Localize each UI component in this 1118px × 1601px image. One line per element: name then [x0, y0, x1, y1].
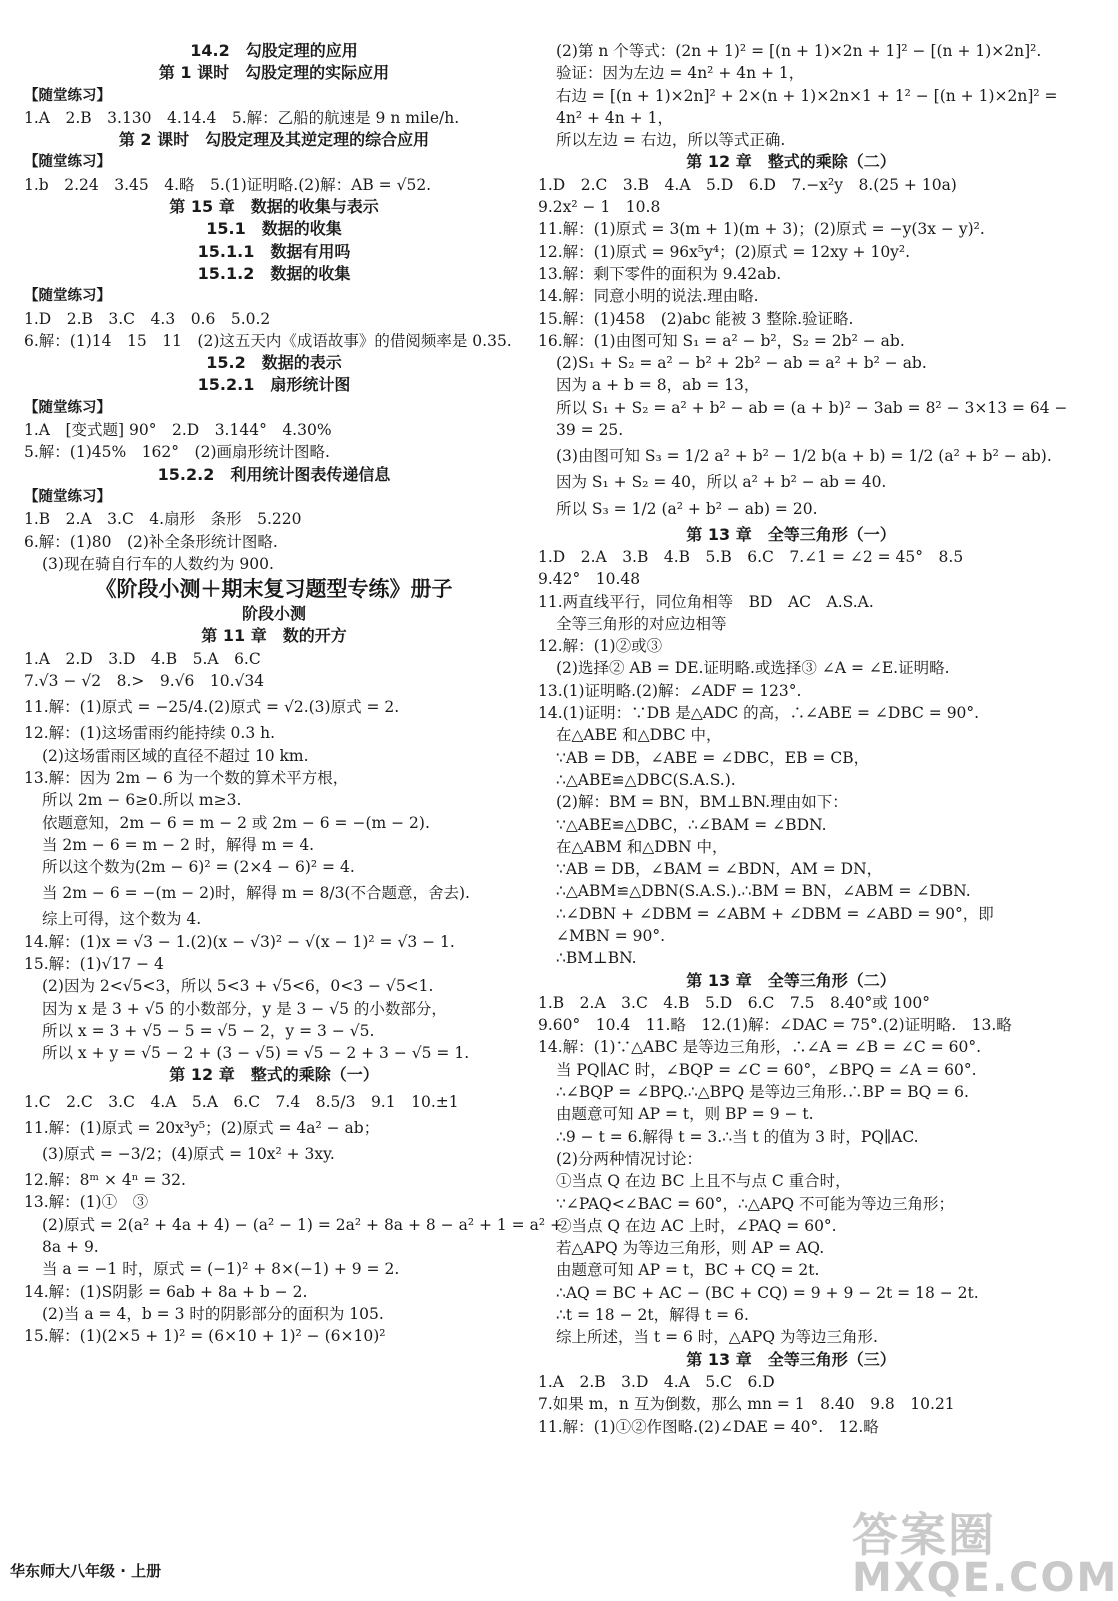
section-heading: 第 13 章 全等三角形（二） [686, 970, 896, 990]
answer-line: (2)S₁ + S₂ = a² − b² + 2b² − ab = a² + b² − ab. [556, 354, 927, 373]
answer-line: 当 PQ∥AC 时，∠BQP = ∠C = 60°，∠BPQ = ∠A = 60°. [556, 1060, 977, 1079]
practice-tag: 【随堂练习】 [24, 154, 111, 171]
answer-line: 在△ABE 和△DBC 中， [556, 726, 722, 745]
answer-line: 1.A 2.D 3.D 4.B 5.A 6.C [24, 649, 261, 668]
watermark-line: MXQE.COM [852, 1555, 1118, 1601]
page-footer: 华东师大八年级 · 上册 [10, 1562, 162, 1580]
answer-line: 7.如果 m，n 互为倒数，那么 mn = 1 8.40 9.8 10.21 [538, 1395, 955, 1414]
answer-line: 1.D 2.B 3.C 4.3 0.6 5.0.2 [24, 309, 271, 328]
answer-line: 1.B 2.A 3.C 4.B 5.D 6.C 7.5 8.40°或 100° [538, 993, 931, 1012]
answer-line: 1.D 2.C 3.B 4.A 5.D 6.D 7.−x²y 8.(25 + 10a) [538, 175, 957, 194]
answer-line: 当 a = −1 时，原式 = (−1)² + 8×(−1) + 9 = 2. [42, 1260, 400, 1279]
answer-line: 所以 x + y = √5 − 2 + (3 − √5) = √5 − 2 + 3 − √5 = 1. [42, 1044, 470, 1063]
answer-line: ∴9 − t = 6.解得 t = 3.∴当 t 的值为 3 时，PQ∥AC. [556, 1127, 919, 1146]
answer-line: 综上所述，当 t = 6 时，△APQ 为等边三角形. [556, 1328, 878, 1347]
practice-tag: 【随堂练习】 [24, 488, 111, 505]
section-heading: 第 13 章 全等三角形（一） [686, 524, 896, 544]
answer-line: 14.解：(1)x = √3 − 1.(2)(x − √3)² − √(x − 1)² = √3 − 1. [24, 932, 455, 951]
section-heading: 第 13 章 全等三角形（三） [686, 1349, 896, 1369]
answer-line: ∴∠DBN + ∠DBM = ∠ABM + ∠DBM = ∠ABD = 90°，即 [556, 904, 994, 923]
answer-line: 9.60° 10.4 11.略 12.(1)解：∠DAC = 75°.(2)证明略. 13.略 [538, 1016, 1012, 1035]
answer-line: 所以 S₁ + S₂ = a² + b² − ab = (a + b)² − 3ab = 8² − 3×13 = 64 − [556, 398, 1068, 417]
answer-line: 6.解：(1)80 (2)补全条形统计图略. [24, 532, 278, 551]
section-heading: 15.1.2 数据的收集 [197, 263, 351, 283]
answer-line: ∴△ABM≌△DBN(S.A.S.).∴BM = BN，∠ABM = ∠DBN. [556, 882, 971, 901]
section-heading: 14.2 勾股定理的应用 [190, 41, 358, 60]
answer-line: 14.(1)证明：∵DB 是△ADC 的高，∴∠ABE = ∠DBC = 90°. [538, 704, 980, 723]
answer-line: 综上可得，这个数为 4. [42, 910, 202, 929]
answer-line: 由题意可知 AP = t，BC + CQ = 2t. [556, 1261, 820, 1280]
answer-line: 所以 x = 3 + √5 − 5 = √5 − 2，y = 3 − √5. [42, 1021, 375, 1040]
answer-line: (2)第 n 个等式：(2n + 1)² = [(n + 1)×2n + 1]² − [(n + 1)×2n]². [556, 42, 1042, 60]
answer-line: 1.A 2.B 3.130 4.14.4 5.解：乙船的航速是 9 n mile/h. [24, 108, 460, 127]
answer-line: 12.解：8ᵐ × 4ⁿ = 32. [24, 1171, 186, 1190]
answer-line: ②当点 Q 在边 AC 上时，∠PAQ = 60°. [556, 1216, 837, 1235]
answer-line: 13.解：剩下零件的面积为 9.42ab. [538, 264, 782, 283]
answer-line: 4n² + 4n + 1， [556, 108, 673, 127]
answer-line: 14.解：(1)∵△ABC 是等边三角形，∴∠A = ∠B = ∠C = 60°. [538, 1038, 982, 1057]
answer-line: ∴AQ = BC + AC − (BC + CQ) = 9 + 9 − 2t = 18 − 2t. [556, 1283, 979, 1302]
answer-line: 15.解：(1)458 (2)abc 能被 3 整除.验证略. [538, 309, 854, 328]
section-heading: 第 1 课时 勾股定理的实际应用 [158, 63, 390, 83]
answer-line: 12.解：(1)原式 = 96x⁵y⁴；(2)原式 = 12xy + 10y². [538, 242, 911, 261]
answer-line: ∴△ABE≌△DBC(S.A.S.). [556, 770, 736, 789]
answer-line: 所以 2m − 6≥0.所以 m≥3. [42, 791, 242, 810]
answer-line: 12.解：(1)②或③ [538, 637, 663, 656]
answer-line: 所以左边 = 右边，所以等式正确. [556, 131, 786, 150]
answer-line: 因为 x 是 3 + √5 的小数部分，y 是 3 − √5 的小数部分， [42, 999, 447, 1018]
watermark [852, 1508, 1118, 1601]
answer-line: 因为 S₁ + S₂ = 40，所以 a² + b² − ab = 40. [556, 473, 887, 492]
answer-line: 9.2x² − 1 10.8 [538, 198, 661, 217]
answer-line: 由题意可知 AP = t，则 BP = 9 − t. [556, 1105, 814, 1124]
practice-tag: 【随堂练习】 [24, 399, 111, 416]
answer-line: 右边 = [(n + 1)×2n]² + 2×(n + 1)×2n×1 + 1² − [(n + 1)×2n]² = [556, 86, 1058, 105]
answer-line: 8a + 9. [42, 1237, 99, 1256]
answer-line: (3)由图可知 S₃ = 1/2 a² + b² − 1/2 b(a + b) = 1/2 (a² + b² − ab). [556, 447, 1052, 466]
answer-line: 11.两直线平行，同位角相等 BD AC A.S.A. [538, 592, 874, 611]
answer-line: 因为 a + b = 8，ab = 13， [556, 376, 760, 395]
answer-line: 所以这个数为(2m − 6)² = (2×4 − 6)² = 4. [42, 858, 355, 877]
answer-line: 14.解：同意小明的说法.理由略. [538, 287, 759, 306]
section-heading: 15.2.1 扇形统计图 [197, 375, 351, 395]
answer-line: 11.解：(1)①②作图略.(2)∠DAE = 40°. 12.略 [538, 1417, 879, 1436]
answer-line: 1.B 2.A 3.C 4.扇形 条形 5.220 [24, 510, 302, 529]
answer-line: 15.解：(1)(2×5 + 1)² = (6×10 + 1)² − (6×10)² [24, 1327, 386, 1346]
answer-line: 39 = 25. [556, 421, 624, 440]
answer-line: 11.解：(1)原式 = 20x³y⁵；(2)原式 = 4a² − ab； [24, 1118, 380, 1137]
section-heading: 第 15 章 数据的收集与表示 [169, 197, 379, 217]
section-heading: 第 12 章 整式的乘除（二） [686, 152, 896, 172]
answer-line: ∴BM⊥BN. [556, 949, 637, 968]
answer-line: 9.42° 10.48 [538, 570, 641, 589]
answer-line: 全等三角形的对应边相等 [556, 614, 727, 633]
answer-line: 15.解：(1)√17 − 4 [24, 954, 164, 973]
answer-line: 12.解：(1)这场雷雨约能持续 0.3 h. [24, 724, 276, 743]
answer-line: (3)现在骑自行车的人数约为 900. [42, 554, 274, 573]
section-heading: 第 11 章 数的开方 [201, 626, 347, 646]
answer-line: 若△APQ 为等边三角形，则 AP = AQ. [556, 1239, 825, 1258]
answer-line: 1.D 2.A 3.B 4.B 5.B 6.C 7.∠1 = ∠2 = 45° 8.5 [538, 547, 964, 566]
answer-line: ∵△ABE≌△DBC，∴∠BAM = ∠BDN. [556, 815, 827, 834]
answer-line: 依题意知，2m − 6 = m − 2 或 2m − 6 = −(m − 2). [42, 813, 430, 832]
answer-line: 13.(1)证明略.(2)解：∠ADF = 123°. [538, 681, 802, 700]
answer-line: 1.A [变式题] 90° 2.D 3.144° 4.30% [24, 421, 332, 440]
answer-line: 13.解：(1)① ③ [24, 1193, 149, 1212]
section-heading: 阶段小测 [241, 604, 306, 624]
answer-line: 11.解：(1)原式 = 3(m + 1)(m + 3)；(2)原式 = −y(3x − y)². [538, 220, 985, 239]
answer-line: (2)解：BM = BN，BM⊥BN.理由如下： [556, 793, 848, 812]
section-heading: 15.1 数据的收集 [206, 219, 342, 239]
watermark-line: 答案圈 [852, 1508, 996, 1562]
answer-line: (2)选择② AB = DE.证明略.或选择③ ∠A = ∠E.证明略. [556, 659, 950, 678]
answer-line: 6.解：(1)14 15 11 (2)这五天内《成语故事》的借阅频率是 0.35. [24, 331, 512, 350]
answer-line: 当 2m − 6 = m − 2 时，解得 m = 4. [42, 835, 315, 854]
answer-line: (3)原式 = −3/2；(4)原式 = 10x² + 3xy. [42, 1145, 335, 1164]
answer-line: (2)原式 = 2(a² + 4a + 4) − (a² − 1) = 2a² + 8a + 8 − a² + 1 = a² + [42, 1215, 563, 1234]
practice-tag: 【随堂练习】 [24, 87, 111, 104]
right-column [538, 40, 1068, 1438]
section-heading: 《阶段小测＋期末复习题型专练》册子 [95, 577, 453, 602]
practice-tag: 【随堂练习】 [24, 288, 111, 305]
section-heading: 第 2 课时 勾股定理及其逆定理的综合应用 [118, 130, 430, 150]
answer-line: ∵AB = DB，∠ABE = ∠DBC，EB = CB， [556, 748, 870, 767]
answer-line: (2)这场雷雨区域的直径不超过 10 km. [42, 746, 309, 765]
left-column [24, 40, 563, 1347]
answer-line: 1.b 2.24 3.45 4.略 5.(1)证明略.(2)解：AB = √52. [24, 175, 432, 194]
section-heading: 15.2 数据的表示 [206, 353, 342, 373]
answer-line: 5.解：(1)45% 162° (2)画扇形统计图略. [24, 443, 330, 462]
answer-line: 1.C 2.C 3.C 4.A 5.A 6.C 7.4 8.5/3 9.1 10.±1 [24, 1092, 459, 1111]
section-heading: 15.2.2 利用统计图表传递信息 [157, 464, 391, 484]
answer-line: ∵∠PAQ<∠BAC = 60°，∴△APQ 不可能为等边三角形； [556, 1194, 955, 1213]
answer-line: (2)当 a = 4，b = 3 时的阴影部分的面积为 105. [42, 1304, 384, 1323]
answer-line: ∴t = 18 − 2t，解得 t = 6. [556, 1306, 749, 1325]
answer-line: 所以 S₃ = 1/2 (a² + b² − ab) = 20. [556, 499, 818, 518]
answer-line: 1.A 2.B 3.D 4.A 5.C 6.D [538, 1372, 775, 1391]
answer-line: ∠MBN = 90°. [556, 926, 666, 945]
answer-line: (2)因为 2<√5<3，所以 5<3 + √5<6，0<3 − √5<1. [42, 977, 434, 996]
answer-line: 验证：因为左边 = 4n² + 4n + 1， [556, 64, 805, 83]
answer-line: 11.解：(1)原式 = −25/4.(2)原式 = √2.(3)原式 = 2. [24, 698, 400, 717]
section-heading: 第 12 章 整式的乘除（一） [169, 1065, 379, 1085]
answer-line: ①当点 Q 在边 BC 上且不与点 C 重合时， [556, 1172, 851, 1191]
answer-line: 14.解：(1)S阴影 = 6ab + 8a + b − 2. [24, 1282, 308, 1301]
answer-line: ∵AB = DB，∠BAM = ∠BDN，AM = DN， [556, 860, 883, 879]
answer-line: 当 2m − 6 = −(m − 2)时，解得 m = 8/3(不合题意，舍去). [42, 884, 470, 903]
answer-line: (2)分两种情况讨论： [556, 1149, 702, 1168]
answer-line: 7.√3 − √2 8.> 9.√6 10.√34 [24, 672, 265, 691]
answer-line: 在△ABM 和△DBN 中， [556, 837, 728, 856]
answer-line: 13.解：因为 2m − 6 为一个数的算术平方根， [24, 768, 349, 787]
answer-line: 16.解：(1)由图可知 S₁ = a² − b²，S₂ = 2b² − ab. [538, 331, 905, 350]
answer-line: ∴∠BQP = ∠BPQ.∴△BPQ 是等边三角形.∴BP = BQ = 6. [556, 1083, 969, 1102]
section-heading: 15.1.1 数据有用吗 [197, 241, 351, 261]
